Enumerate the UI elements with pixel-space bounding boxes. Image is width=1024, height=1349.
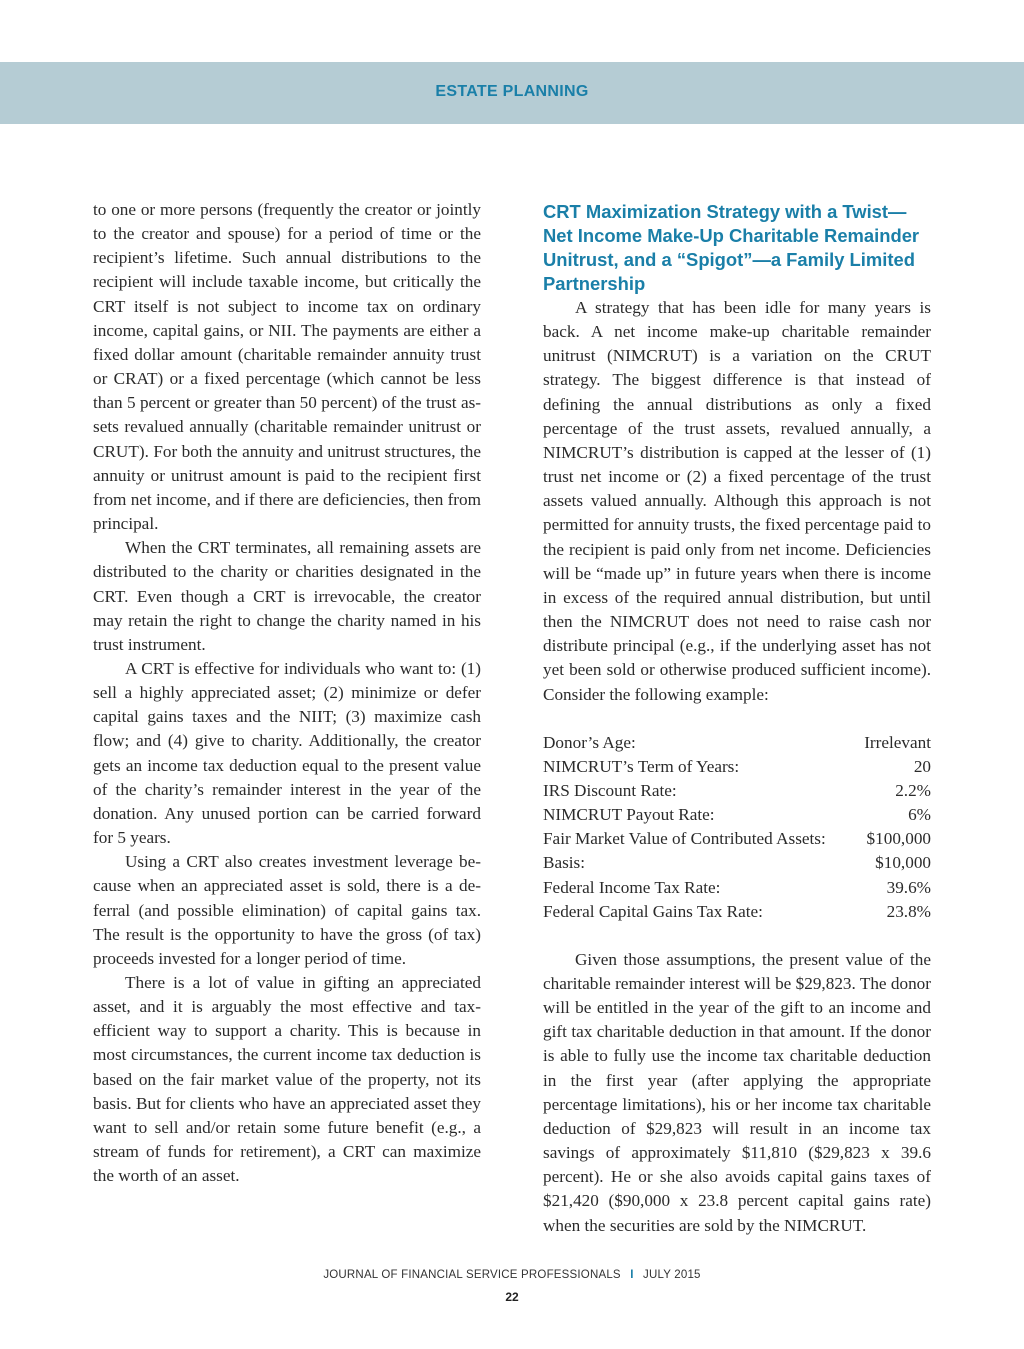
- assumption-value: 23.8%: [886, 901, 931, 921]
- body-paragraph: When the CRT terminates, all remaining assets are distributed to the charity or charities designated in the CRT. Even though a CRT is irrevocable, the creator may retain the right to change the charity named in his trust instrument.: [93, 538, 481, 654]
- assumption-row: [543, 779, 931, 803]
- footer-separator: I: [630, 1269, 634, 1281]
- assumption-row: [543, 803, 931, 827]
- article-subheading: CRT Maximization Strategy with a Twist—Net Income Make-Up Charitable Remainder Unitrust, and a “Spigot”—a Family Limited Partnership: [543, 201, 920, 294]
- body-paragraph: Using a CRT also creates investment leverage because when an appreciated asset is sold, there is a deferral (and possible elimination) of capital gains tax. The result is the opportunity to have the gross (of tax) proceeds invested for a longer period of time.: [93, 852, 481, 968]
- body-paragraph: to one or more persons (frequently the creator or jointly to the creator and spouse) for a period of time or the recipient’s lifetime. Such annual distributions to the recipient will include taxable income, but critically the CRT itself is not subject to income tax on ordinary income, capital gains, or NII. The payments are either a fixed dollar amount (charitable remainder annuity trust or CRAT) or a fixed percentage (which cannot be less than 5 percent or greater than 50 percent) of the trust assets revalued annually (charitable remainder unitrust or CRUT). For both the annuity and unitrust structures, the annuity or unitrust amount is paid to the recipient first from net income, and if there are deficiencies, then from principal.: [93, 200, 481, 534]
- assumption-value: 6%: [908, 805, 931, 825]
- right-column: [543, 200, 931, 1238]
- assumption-row: [543, 876, 931, 900]
- body-paragraph: A CRT is effective for individuals who want to: (1) sell a highly appreciated asset; (2) minimize or defer capital gains taxes and the NIIT; (3) maximize cash flow; and (4) give to charity. Additionally, the creator gets an income tax deduction equal to the present value of the charity’s remainder interest in the year of the donation. Any unused portion can be carried forward for 5 years.: [93, 658, 481, 848]
- issue-date: JULY 2015: [643, 1269, 701, 1281]
- page-number: 22: [505, 1290, 519, 1304]
- assumption-row: [543, 827, 931, 851]
- journal-name: JOURNAL OF FINANCIAL SERVICE PROFESSIONALS: [323, 1269, 621, 1281]
- assumption-row: [543, 731, 931, 755]
- body-paragraph: There is a lot of value in gifting an appreciated asset, and it is arguably the most effective and tax-efficient way to support a charity. This is because in most circumstances, the current income tax deduction is based on the fair market value of the property, not its basis. But for clients who have an appreciated asset they want to sell and/or retain some future benefit (e.g., a stream of funds for retirement), a CRT can maximize the worth of an asset.: [93, 973, 481, 1186]
- body-paragraph: A strategy that has been idle for many years is back. A net income make-up charitable remainder unitrust (NIMCRUT) is a variation on the CRUT strategy. The biggest difference is that instead of defining the annual distributions as only a fixed percentage of the trust assets, revalued annually, a NIMCRUT’s distribution is capped at the lesser of (1) trust net income or (2) a fixed percentage of the trust assets valued annually. Although this approach is not permitted for annuity trusts, the fixed percentage paid to the recipient is paid only from net income. Deficiencies will be “made up” in future years when there is income in excess of the required annual distribution, but until then the NIMCRUT does not need to raise cash nor distribute principal (e.g., if the underlying asset has not yet been sold or otherwise produced sufficient income). Consider the following example:: [543, 298, 931, 704]
- section-label: ESTATE PLANNING: [435, 83, 589, 100]
- assumption-label: NIMCRUT Payout Rate:: [543, 805, 715, 825]
- assumption-label: IRS Discount Rate:: [543, 780, 677, 800]
- assumption-value: Irrelevant: [864, 732, 931, 752]
- assumption-row: [543, 755, 931, 779]
- assumption-label: NIMCRUT’s Term of Years:: [543, 756, 740, 776]
- assumption-label: Federal Capital Gains Tax Rate:: [543, 901, 763, 921]
- assumption-value: 2.2%: [895, 780, 931, 800]
- assumption-value: 20: [913, 756, 931, 776]
- left-column: [93, 198, 481, 1188]
- body-paragraph: Given those assumptions, the present value of the charitable remainder interest will be $29,823. The donor will be entitled in the year of the gift to an income and gift tax charitable deduction in that amount. If the donor is able to fully use the income tax charitable deduction in the first year (after applying the appropriate percentage limitations), his or her income tax charitable deduction of $29,823 will result in an income tax savings of approximately $11,810 ($29,823 x 39.6 percent). He or she also avoids capital gains taxes of $21,420 ($90,000 x 23.8 percent capital gains rate) when the securities are sold by the NIMCRUT.: [543, 949, 931, 1235]
- assumption-label: Federal Income Tax Rate:: [543, 877, 721, 897]
- assumption-value: $10,000: [875, 853, 931, 873]
- assumption-row: [543, 851, 931, 875]
- assumption-label: Fair Market Value of Contributed Assets:: [543, 829, 826, 849]
- assumption-value: 39.6%: [886, 877, 931, 897]
- assumption-row: [543, 900, 931, 924]
- assumption-value: $100,000: [866, 829, 931, 849]
- example-assumptions-table: [543, 731, 931, 924]
- assumption-label: Donor’s Age:: [543, 732, 636, 752]
- assumption-label: Basis:: [543, 853, 586, 873]
- page-footer: [0, 1269, 1024, 1281]
